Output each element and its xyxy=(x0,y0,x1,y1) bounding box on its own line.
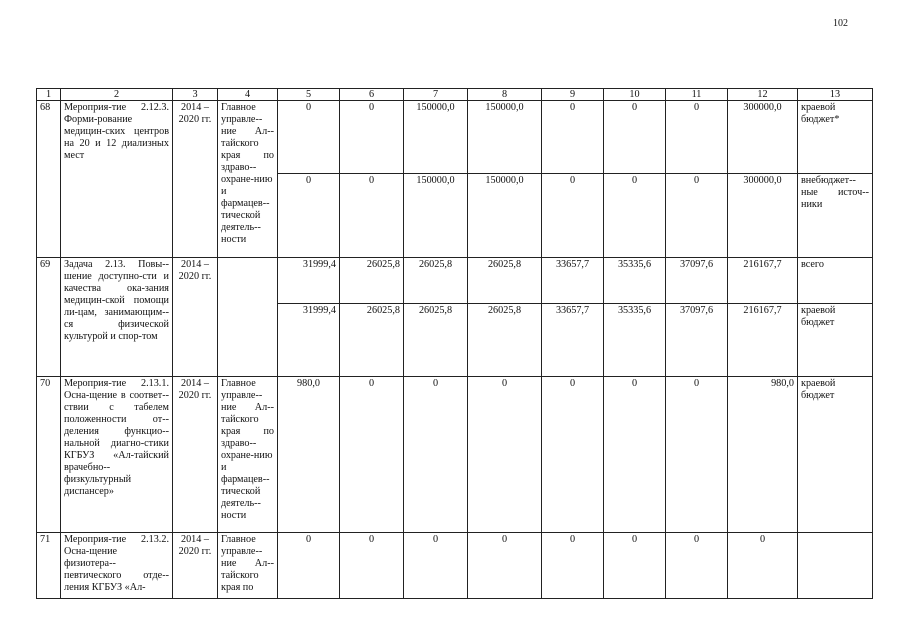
table-row xyxy=(37,533,873,599)
value-cell: 31999,4 xyxy=(278,258,340,304)
page-number: 102 xyxy=(833,18,848,29)
value-cell: 26025,8 xyxy=(404,258,468,304)
funding-source: краевой бюджет* xyxy=(798,101,873,174)
value-cell: 0 xyxy=(340,101,404,174)
value-cell: 33657,7 xyxy=(542,304,604,377)
value-cell: 0 xyxy=(604,377,666,533)
value-cell: 150000,0 xyxy=(468,101,542,174)
measure-name: Мероприя-тие 2.13.1. Осна-щение в соответ-ствии с табелем положенности от-деления функцио-нальной диагно-стики КГБУЗ «Ал-тайский врачебно-физкультурный диспансер» xyxy=(61,377,173,533)
period: 2014 – 2020 гг. xyxy=(173,377,218,533)
value-cell: 0 xyxy=(542,377,604,533)
value-cell: 26025,8 xyxy=(468,304,542,377)
value-cell: 0 xyxy=(278,533,340,599)
executor: Главное управле-ние Ал-тайского края по здраво-охране-нию и фармацев-тической деятель-ности xyxy=(218,377,278,533)
value-cell: 0 xyxy=(604,101,666,174)
value-cell: 26025,8 xyxy=(468,258,542,304)
value-cell: 0 xyxy=(666,377,728,533)
period: 2014 – 2020 гг. xyxy=(173,533,218,599)
value-cell: 37097,6 xyxy=(666,304,728,377)
funding-source: внебюджет-ные источ-ники xyxy=(798,174,873,258)
value-cell: 0 xyxy=(468,533,542,599)
task-name: Задача 2.13. Повы-шение доступно-сти и качества ока-зания медицин-ской помощи ли-цам, занимающим-ся физической культурой и спор-том xyxy=(61,258,173,377)
row-number: 69 xyxy=(37,258,61,377)
measure-name-text: Мероприя-тие 2.13.2. Осна-щение физиотера-певтического отде-ления КГБУЗ «Ал- xyxy=(64,534,169,593)
table-row xyxy=(37,377,873,533)
value-cell: 0 xyxy=(542,174,604,258)
period: 2014 – 2020 гг. xyxy=(173,101,218,258)
column-number: 13 xyxy=(798,89,873,101)
period: 2014 – 2020 гг. xyxy=(173,258,218,377)
column-number: 9 xyxy=(542,89,604,101)
value-cell: 26025,8 xyxy=(340,258,404,304)
value-cell: 0 xyxy=(340,533,404,599)
funding-source xyxy=(798,533,873,599)
column-number: 10 xyxy=(604,89,666,101)
value-cell: 150000,0 xyxy=(404,174,468,258)
value-cell: 150000,0 xyxy=(404,101,468,174)
table-row xyxy=(37,101,873,174)
value-cell: 31999,4 xyxy=(278,304,340,377)
column-number: 2 xyxy=(61,89,173,101)
value-cell: 0 xyxy=(666,101,728,174)
value-cell: 33657,7 xyxy=(542,258,604,304)
value-cell: 26025,8 xyxy=(404,304,468,377)
row-number: 68 xyxy=(37,101,61,258)
value-cell: 300000,0 xyxy=(728,101,798,174)
value-cell: 0 xyxy=(604,174,666,258)
value-cell: 0 xyxy=(728,533,798,599)
value-cell: 216167,7 xyxy=(728,304,798,377)
column-number: 12 xyxy=(728,89,798,101)
executor-text: Главное управле-ние Ал-тайского края по xyxy=(221,534,274,593)
value-cell: 0 xyxy=(278,101,340,174)
executor xyxy=(218,258,278,377)
value-cell: 26025,8 xyxy=(340,304,404,377)
measure-name: Мероприя-тие 2.12.3. Форми-рование медицин-ских центров на 20 и 12 диализных мест xyxy=(61,101,173,258)
column-number: 7 xyxy=(404,89,468,101)
value-cell: 0 xyxy=(666,174,728,258)
funding-source: краевой бюджет xyxy=(798,304,873,377)
row-number: 70 xyxy=(37,377,61,533)
value-cell: 980,0 xyxy=(278,377,340,533)
column-number: 8 xyxy=(468,89,542,101)
value-cell: 37097,6 xyxy=(666,258,728,304)
value-cell: 0 xyxy=(404,533,468,599)
funding-source: краевой бюджет xyxy=(798,377,873,533)
value-cell: 0 xyxy=(404,377,468,533)
value-cell: 0 xyxy=(542,533,604,599)
column-number-row xyxy=(37,89,873,101)
value-cell: 0 xyxy=(542,101,604,174)
executor: Главное управле-ние Ал-тайского края по здраво-охране-нию и фармацев-тической деятель-ности xyxy=(218,101,278,258)
value-cell: 300000,0 xyxy=(728,174,798,258)
column-number: 11 xyxy=(666,89,728,101)
value-cell: 35335,6 xyxy=(604,258,666,304)
value-cell: 0 xyxy=(278,174,340,258)
value-cell: 980,0 xyxy=(728,377,798,533)
executor xyxy=(218,533,278,599)
funding-source: всего xyxy=(798,258,873,304)
value-cell: 0 xyxy=(340,174,404,258)
column-number: 6 xyxy=(340,89,404,101)
value-cell: 150000,0 xyxy=(468,174,542,258)
value-cell: 0 xyxy=(666,533,728,599)
column-number: 3 xyxy=(173,89,218,101)
measure-name xyxy=(61,533,173,599)
column-number: 5 xyxy=(278,89,340,101)
column-number: 4 xyxy=(218,89,278,101)
row-number: 71 xyxy=(37,533,61,599)
program-table xyxy=(36,88,873,599)
column-number: 1 xyxy=(37,89,61,101)
value-cell: 0 xyxy=(340,377,404,533)
value-cell: 35335,6 xyxy=(604,304,666,377)
value-cell: 0 xyxy=(604,533,666,599)
value-cell: 216167,7 xyxy=(728,258,798,304)
value-cell: 0 xyxy=(468,377,542,533)
table-row xyxy=(37,258,873,304)
